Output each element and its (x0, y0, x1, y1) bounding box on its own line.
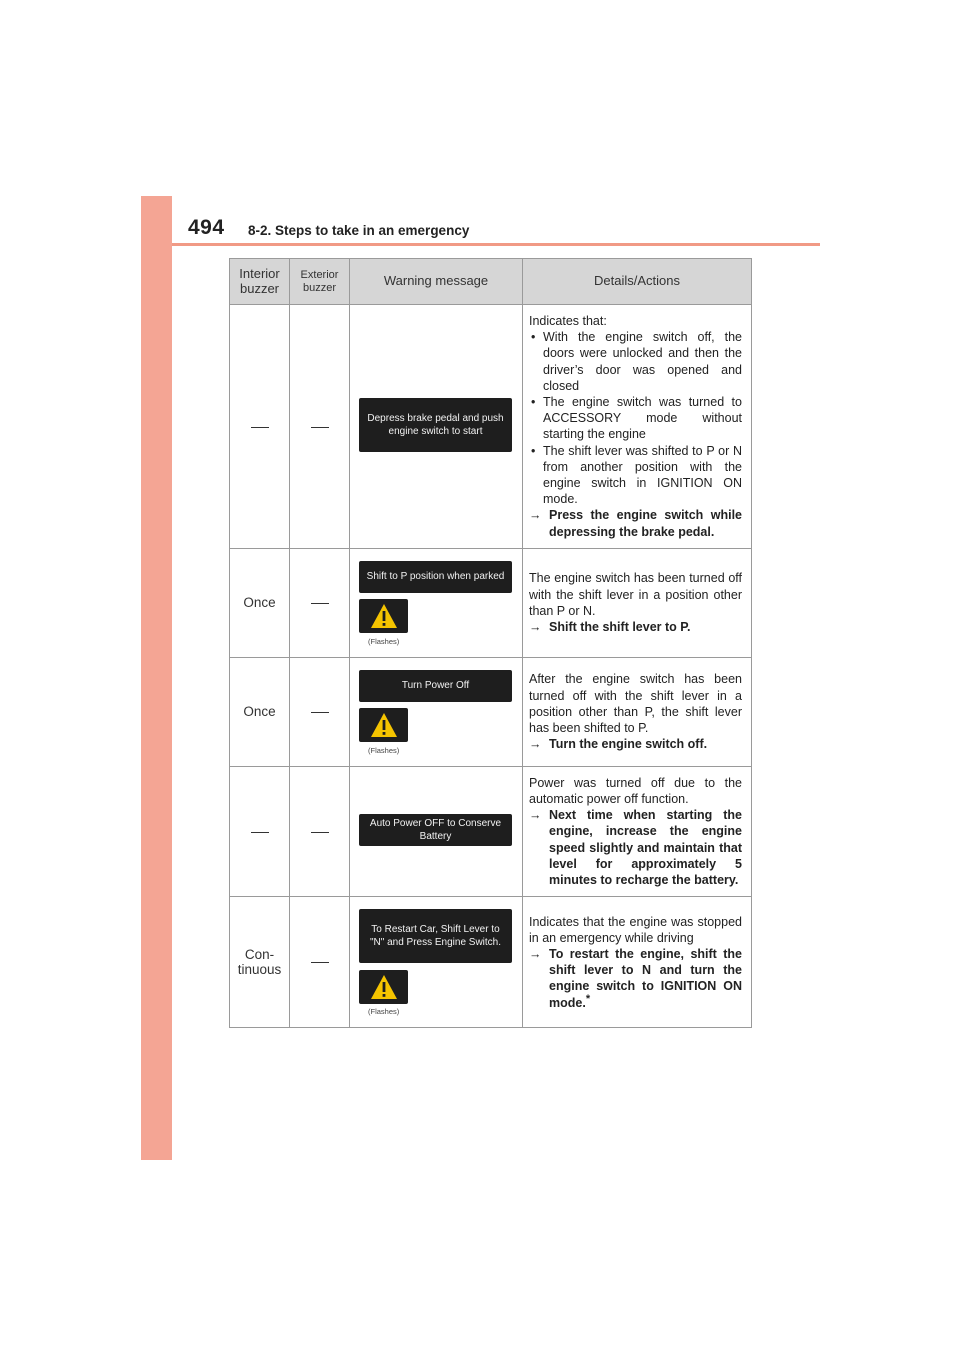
exterior-buzzer-cell (290, 766, 350, 896)
bullet-item: • The engine switch was turned to ACCESSORY mode without starting the engine (529, 394, 742, 443)
warning-message-display: Turn Power Off (359, 670, 512, 702)
dash-icon (311, 962, 329, 963)
interior-buzzer-cell: Once (230, 657, 290, 766)
dash-icon (311, 832, 329, 833)
details-cell (523, 897, 752, 1028)
col-header-warning-message: Warning message (350, 259, 523, 305)
details-intro: Indicates that: (529, 314, 607, 328)
warning-triangle-icon (359, 708, 408, 742)
details-action: → To restart the engine, shift the shift lever to N and turn the engine switch to IGNITION ON mode.* (529, 947, 742, 1010)
details-action: → Next time when starting the engine, increase the engine speed slightly and maintain that level for approximately 5 minutes to recharge the battery. (529, 808, 742, 888)
warning-message-cell (350, 657, 523, 766)
flashes-note: (Flashes) (368, 1007, 400, 1017)
details-cell (523, 766, 752, 896)
col-header-details-actions: Details/Actions (523, 259, 752, 305)
interior-buzzer-cell (230, 766, 290, 896)
dash-icon (251, 832, 269, 833)
bullet-item: • With the engine switch off, the doors were unlocked and then the driver’s door was opened and closed (529, 329, 742, 394)
table-row (230, 548, 752, 657)
details-intro: After the engine switch has been turned off with the shift lever in a position other than P, the shift lever has been shifted to P. (529, 672, 742, 735)
flashes-note: (Flashes) (368, 745, 400, 755)
flashes-note: (Flashes) (368, 636, 400, 646)
details-intro: The engine switch has been turned off with the shift lever in a position other than P or N. (529, 571, 742, 618)
warning-message-display: Shift to P position when parked (359, 561, 512, 593)
page-number: 494 (188, 216, 225, 239)
table-row (230, 657, 752, 766)
page-header (172, 212, 820, 247)
right-arrow-icon: → (529, 737, 542, 752)
details-cell (523, 305, 752, 549)
exterior-buzzer-cell (290, 548, 350, 657)
header-rule (172, 243, 820, 246)
details-cell (523, 657, 752, 766)
dash-icon (311, 603, 329, 604)
details-action: → Press the engine switch while depressing the brake pedal. (529, 508, 742, 539)
interior-buzzer-cell: Con-tinuous (230, 897, 290, 1028)
right-arrow-icon: → (529, 620, 542, 635)
warning-message-table (229, 258, 752, 1028)
table-row (230, 766, 752, 896)
col-header-exterior-buzzer: Exterior buzzer (290, 259, 350, 305)
right-arrow-icon: → (529, 808, 542, 823)
chapter-sidebar-tab (141, 196, 172, 1160)
details-action: → Shift the shift lever to P. (529, 620, 691, 635)
col-header-interior-buzzer: Interior buzzer (230, 259, 290, 305)
details-cell (523, 548, 752, 657)
section-title: 8-2. Steps to take in an emergency (248, 223, 470, 238)
interior-buzzer-cell: Once (230, 548, 290, 657)
warning-message-cell (350, 897, 523, 1028)
warning-triangle-icon (359, 599, 408, 633)
right-arrow-icon: → (529, 947, 542, 962)
exterior-buzzer-cell (290, 305, 350, 549)
warning-message-display: Auto Power OFF to Conserve Battery (359, 814, 512, 846)
warning-message-cell (350, 305, 523, 549)
dash-icon (311, 427, 329, 428)
warning-message-display: Depress brake pedal and push engine switch to start (359, 398, 512, 452)
details-intro: Power was turned off due to the automatic power off function. (529, 775, 742, 807)
table-header-row (230, 259, 752, 305)
warning-message-display: To Restart Car, Shift Lever to "N" and Press Engine Switch. (359, 909, 512, 963)
details-intro: Indicates that the engine was stopped in an emergency while driving (529, 914, 742, 945)
dash-icon (311, 712, 329, 713)
exterior-buzzer-cell (290, 657, 350, 766)
table-row (230, 897, 752, 1028)
warning-triangle-icon (359, 970, 408, 1004)
right-arrow-icon: → (529, 508, 542, 523)
details-action: → Turn the engine switch off. (529, 737, 708, 752)
warning-message-cell (350, 548, 523, 657)
details-bullets (529, 329, 742, 507)
footnote-mark: * (585, 992, 591, 1005)
warning-message-cell (350, 766, 523, 896)
bullet-item: • The shift lever was shifted to P or N from another position with the engine switch in IGNITION ON mode. (529, 443, 742, 508)
exterior-buzzer-cell (290, 897, 350, 1028)
table-row (230, 305, 752, 549)
dash-icon (251, 427, 269, 428)
interior-buzzer-cell (230, 305, 290, 549)
